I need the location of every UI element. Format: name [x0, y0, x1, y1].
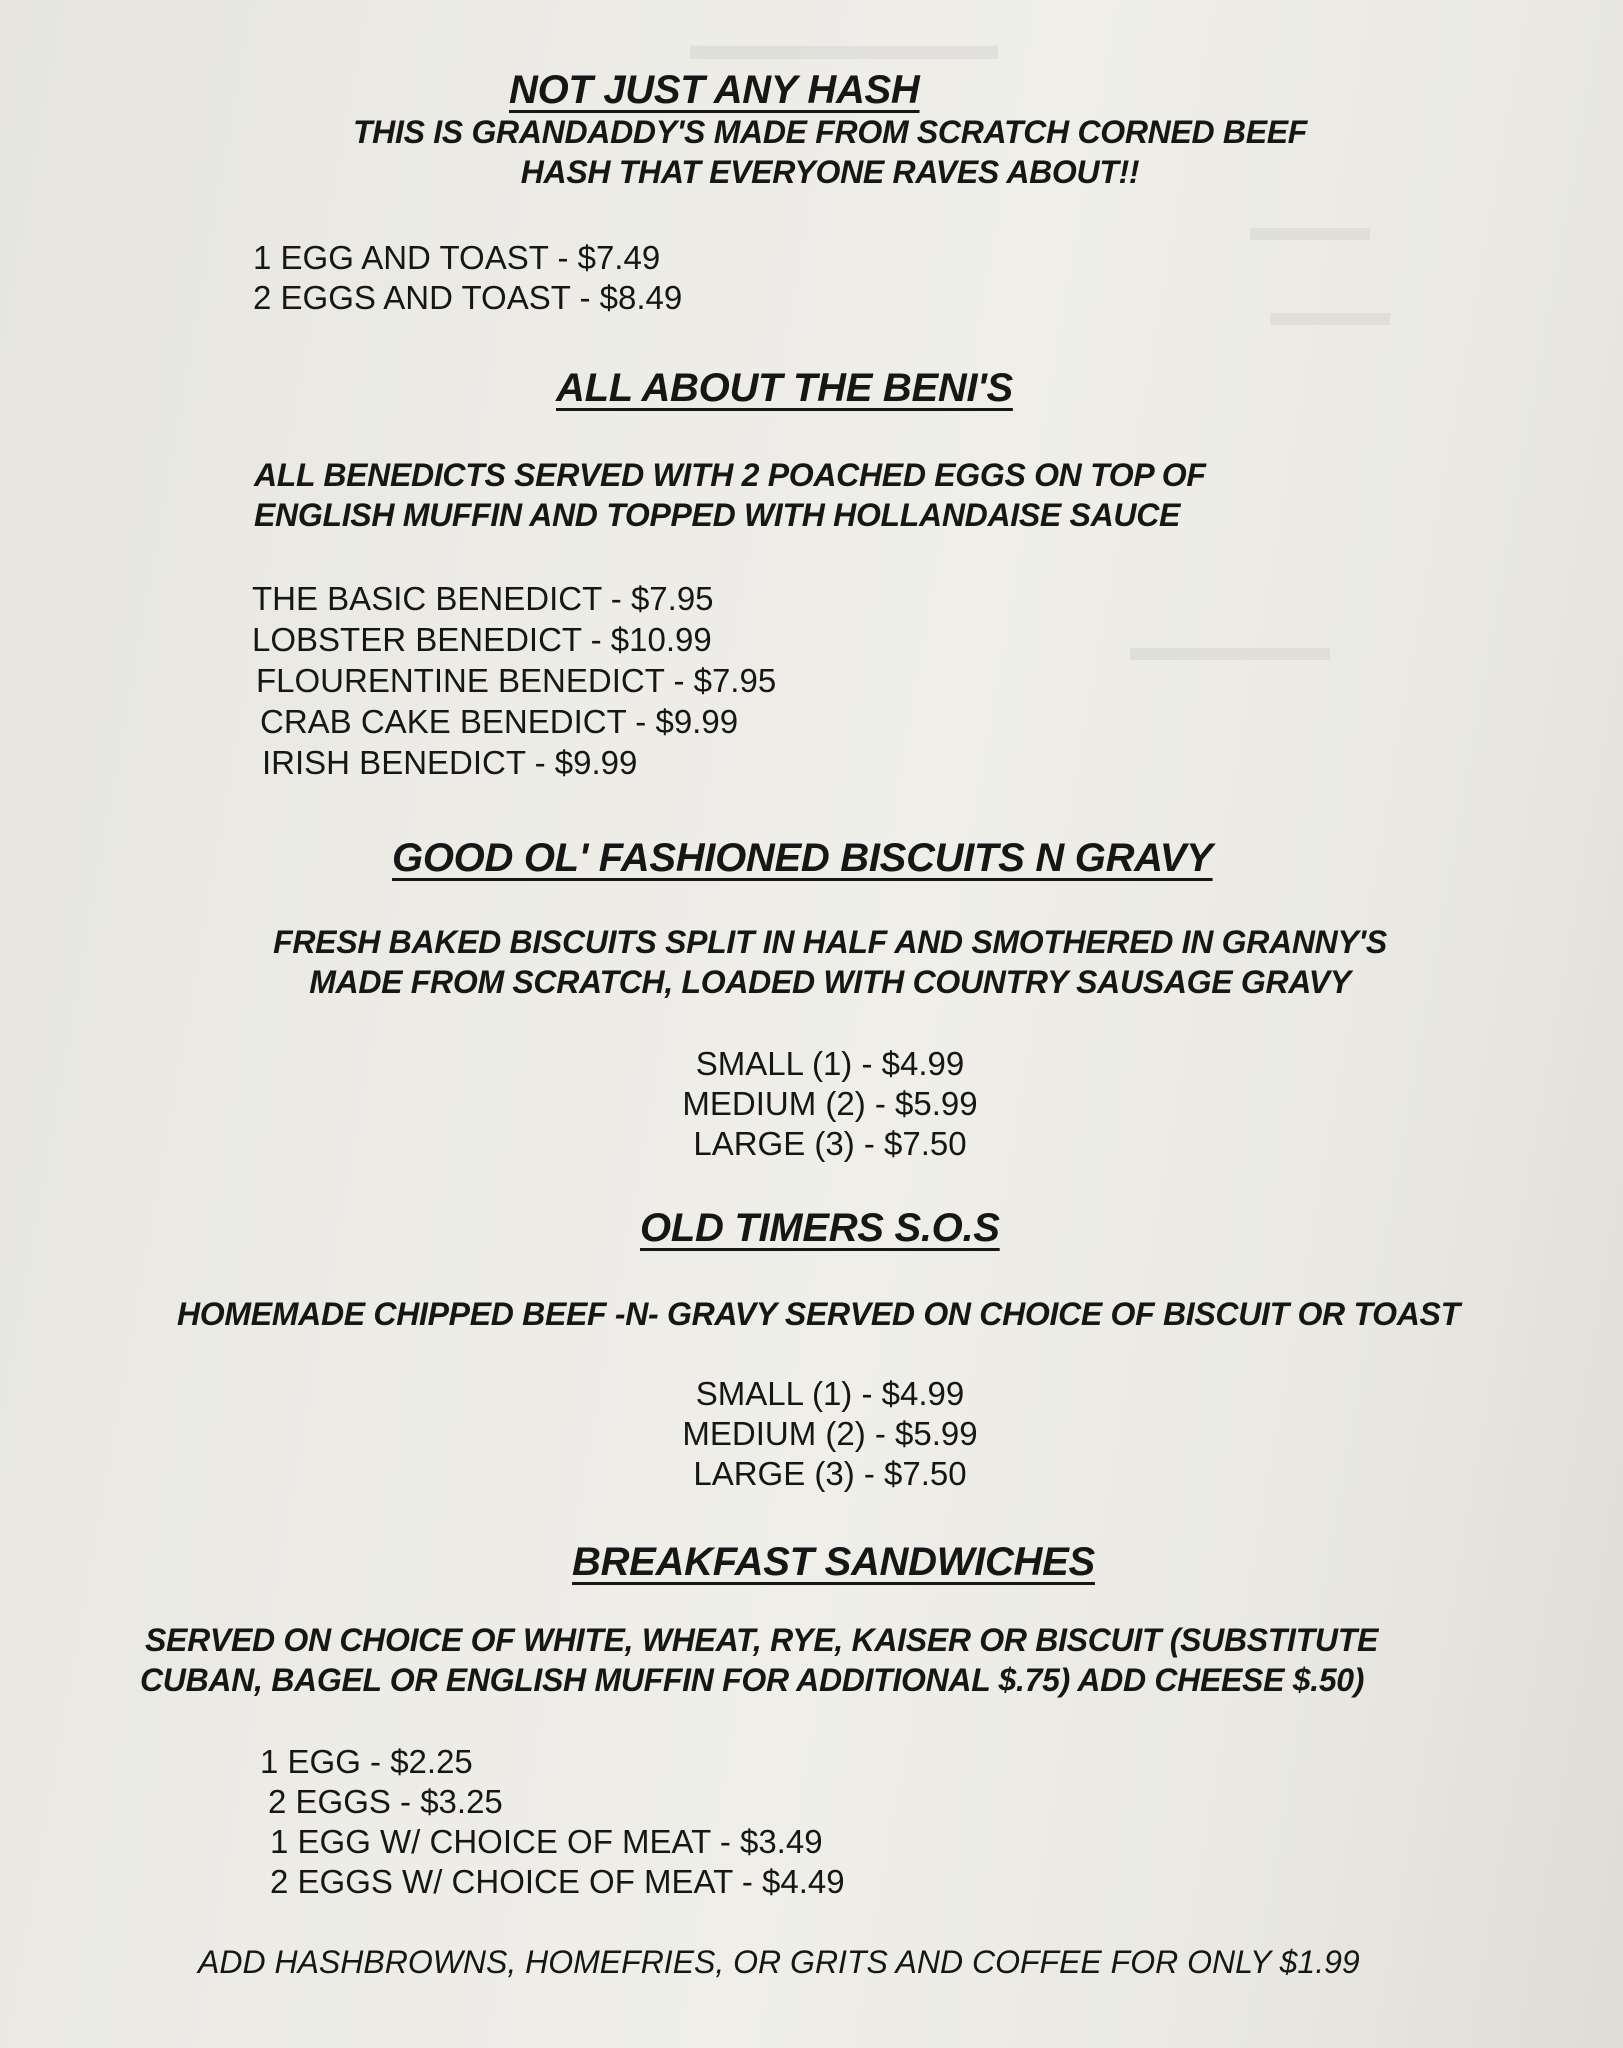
menu-item: CRAB CAKE BENEDICT - $9.99	[260, 703, 739, 740]
menu-item: LOBSTER BENEDICT - $10.99	[252, 621, 712, 658]
section-description-hash	[280, 112, 1380, 192]
section-title-biscuits: GOOD OL' FASHIONED BISCUITS N GRAVY	[392, 836, 1213, 880]
menu-item: 2 EGGS W/ CHOICE OF MEAT - $4.49	[270, 1863, 845, 1900]
description-line: THIS IS GRANDADDY'S MADE FROM SCRATCH CORNED BEEF	[352, 114, 1308, 150]
section-description-biscuits	[200, 922, 1460, 1002]
menu-item: 2 EGGS - $3.25	[268, 1783, 503, 1820]
description-line: CUBAN, BAGEL OR ENGLISH MUFFIN FOR ADDITIONAL $.75) ADD CHEESE $.50)	[140, 1662, 1365, 1698]
description-line: FRESH BAKED BISCUITS SPLIT IN HALF AND SMOTHERED IN GRANNY'S	[273, 924, 1387, 960]
item-list-sandwiches	[260, 1742, 845, 1902]
bleed-through-label-2: ▬▬▬	[1270, 290, 1390, 334]
item-list-benedicts	[252, 578, 776, 783]
menu-item: 1 EGG W/ CHOICE OF MEAT - $3.49	[270, 1823, 823, 1860]
description-line: ENGLISH MUFFIN AND TOPPED WITH HOLLANDAISE SAUCE	[254, 497, 1181, 533]
menu-item: 2 EGGS AND TOAST - $8.49	[253, 279, 683, 316]
menu-item: THE BASIC BENEDICT - $7.95	[252, 580, 714, 617]
menu-item: 1 EGG AND TOAST - $7.49	[253, 239, 661, 276]
section-title-hash: NOT JUST ANY HASH	[509, 68, 920, 112]
description-line: MADE FROM SCRATCH, LOADED WITH COUNTRY SAUSAGE GRAVY	[309, 964, 1351, 1000]
bleed-through-label-3: ▬▬▬▬▬	[1130, 625, 1330, 669]
item-list-biscuits	[630, 1044, 1030, 1164]
menu-item: FLOURENTINE BENEDICT - $7.95	[256, 662, 777, 699]
bleed-through-label: ▬▬▬	[1250, 205, 1370, 249]
section-title-sandwiches: BREAKFAST SANDWICHES	[572, 1540, 1095, 1584]
description-line: SERVED ON CHOICE OF WHITE, WHEAT, RYE, KAISER OR BISCUIT (SUBSTITUTE	[145, 1622, 1378, 1658]
footer-note: ADD HASHBROWNS, HOMEFRIES, OR GRITS AND COFFEE FOR ONLY $1.99	[198, 1944, 1360, 1980]
section-description-sandwiches	[140, 1620, 1378, 1700]
menu-item: LARGE (3) - $7.50	[693, 1125, 967, 1162]
section-title-sos: OLD TIMERS S.O.S	[640, 1206, 1000, 1250]
description-line: HOMEMADE CHIPPED BEEF -N- GRAVY SERVED ON CHOICE OF BISCUIT OR TOAST	[177, 1296, 1460, 1332]
section-title-benedicts: ALL ABOUT THE BENI'S	[556, 366, 1013, 410]
menu-item: 1 EGG - $2.25	[260, 1743, 473, 1780]
menu-item: SMALL (1) - $4.99	[695, 1045, 965, 1082]
menu-item: SMALL (1) - $4.99	[695, 1375, 965, 1412]
item-list-hash	[253, 238, 682, 318]
menu-item: MEDIUM (2) - $5.99	[682, 1085, 978, 1122]
menu-item: IRISH BENEDICT - $9.99	[262, 744, 638, 781]
bleed-through-heading: ▬▬▬▬▬▬▬	[690, 20, 998, 69]
section-description-benedicts	[254, 455, 1206, 535]
menu-item: LARGE (3) - $7.50	[693, 1455, 967, 1492]
menu-item: MEDIUM (2) - $5.99	[682, 1415, 978, 1452]
description-line: ALL BENEDICTS SERVED WITH 2 POACHED EGGS ON TOP OF	[254, 457, 1206, 493]
section-description-sos	[177, 1294, 1460, 1334]
item-list-sos	[630, 1374, 1030, 1494]
description-line: HASH THAT EVERYONE RAVES ABOUT!!	[520, 154, 1140, 190]
